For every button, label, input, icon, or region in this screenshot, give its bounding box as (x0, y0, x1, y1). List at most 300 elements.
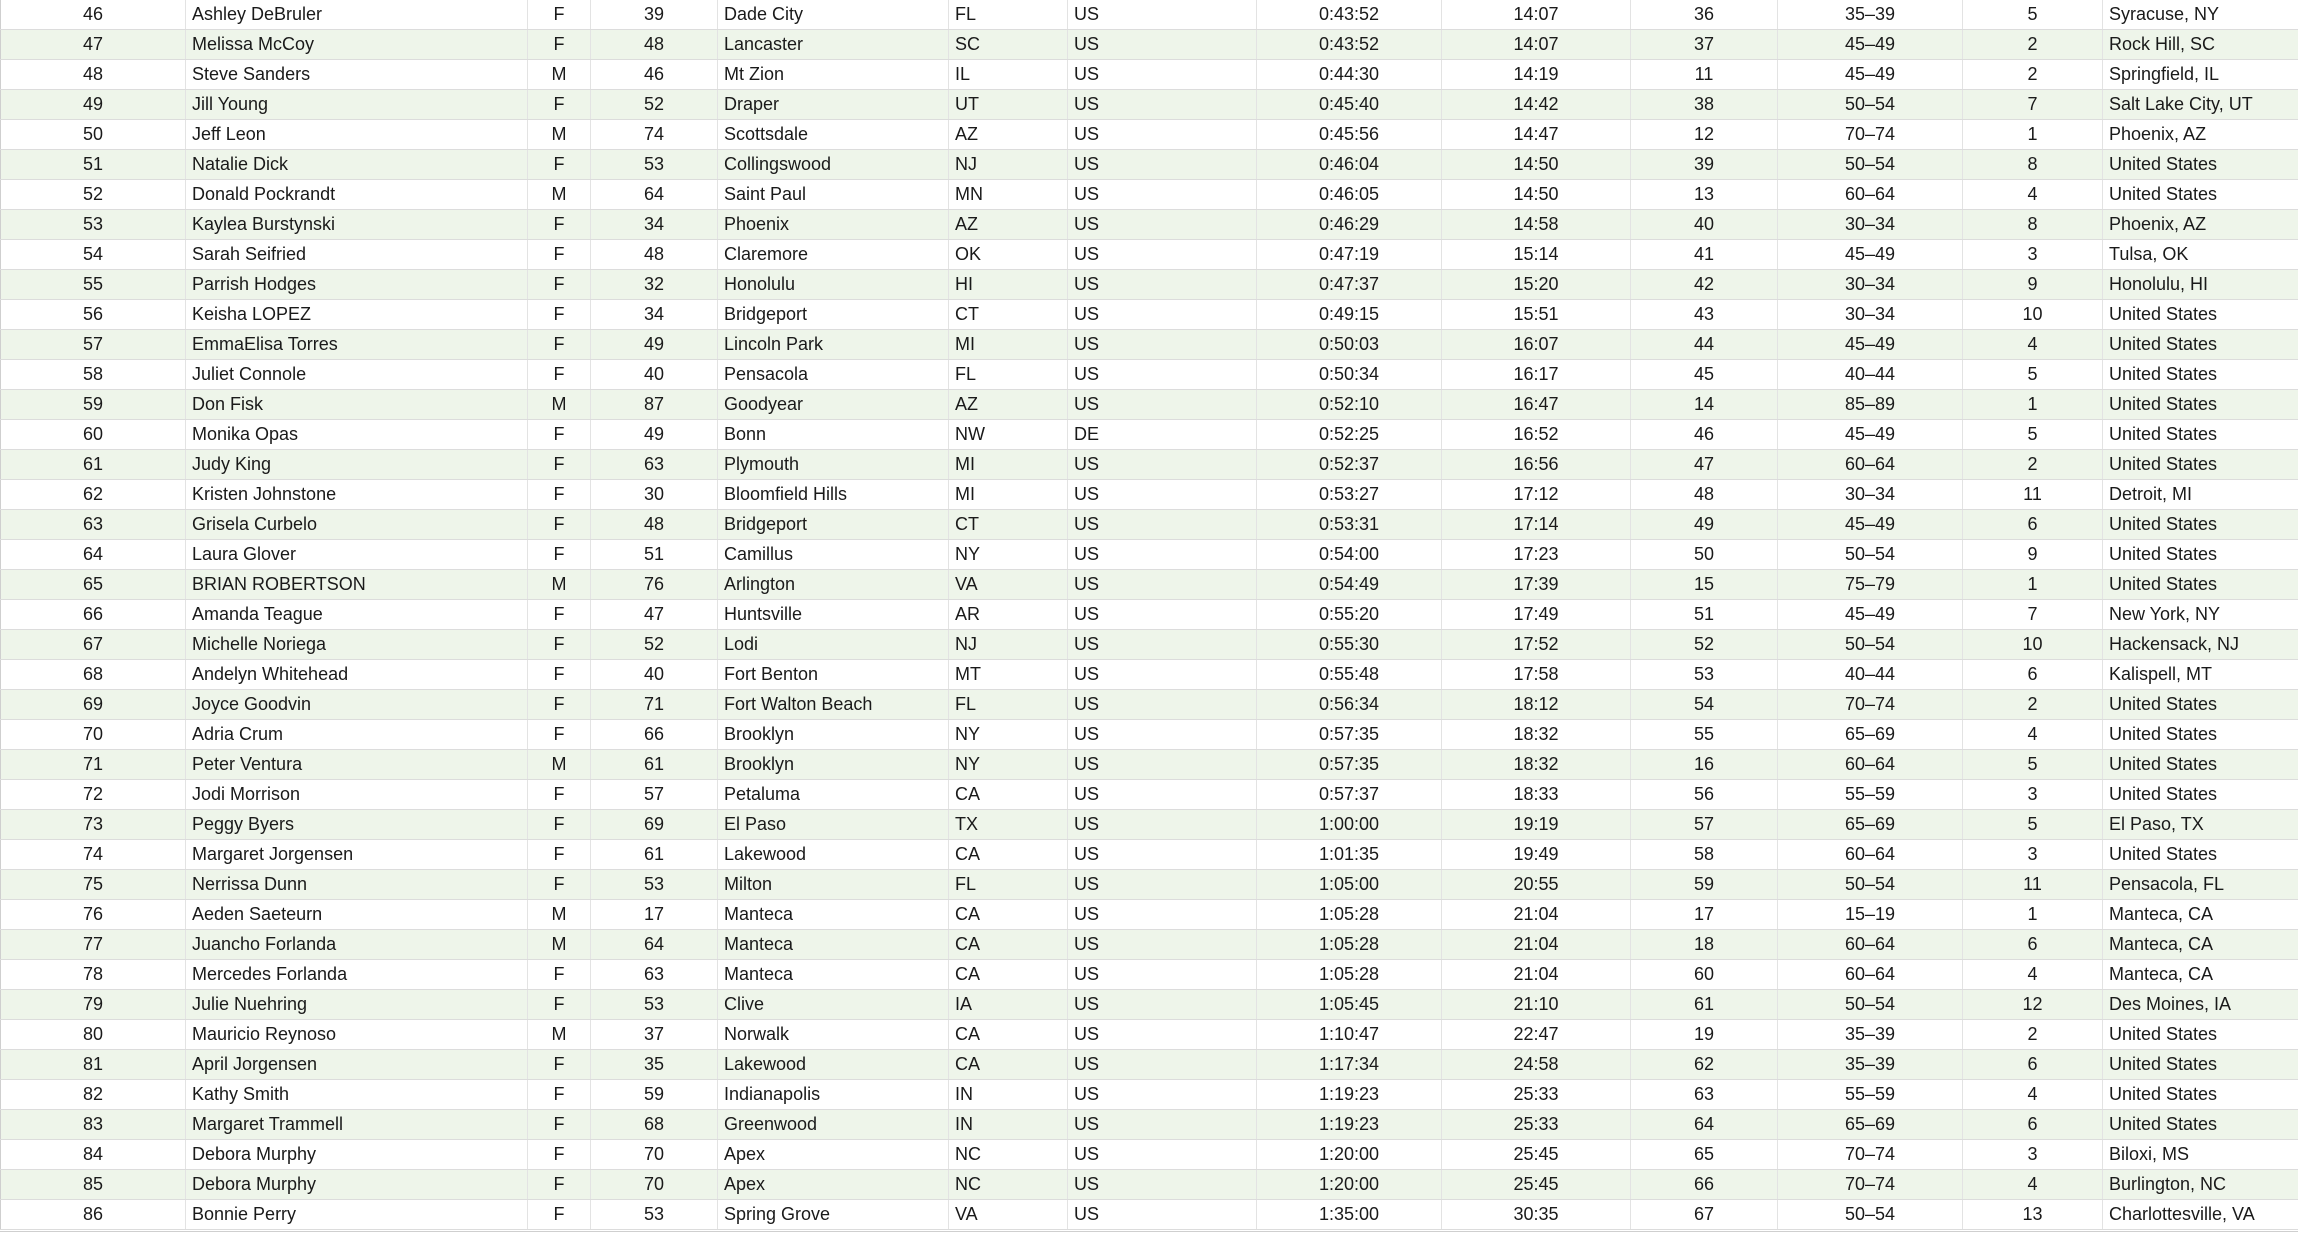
table-row[interactable] (1, 60, 2298, 90)
cell-city[interactable]: Milton (718, 870, 949, 900)
cell-hometown[interactable]: United States (2103, 1110, 2298, 1140)
cell-time[interactable]: 0:52:10 (1257, 390, 1442, 420)
cell-time[interactable]: 0:46:29 (1257, 210, 1442, 240)
cell-city[interactable]: Plymouth (718, 450, 949, 480)
cell-time[interactable]: 0:52:25 (1257, 420, 1442, 450)
cell-city[interactable]: Dade City (718, 0, 949, 30)
cell-division[interactable]: 30–34 (1778, 300, 1963, 330)
cell-state[interactable]: UT (949, 90, 1068, 120)
cell-city[interactable]: Lancaster (718, 30, 949, 60)
cell-division[interactable]: 45–49 (1778, 60, 1963, 90)
cell-pace[interactable]: 15:14 (1442, 240, 1631, 270)
cell-name[interactable]: Kaylea Burstynski (186, 210, 528, 240)
cell-hometown[interactable]: Biloxi, MS (2103, 1140, 2298, 1170)
cell-division-place[interactable]: 3 (1963, 1140, 2103, 1170)
cell-gender[interactable]: M (528, 750, 591, 780)
cell-place[interactable]: 75 (1, 870, 186, 900)
cell-age[interactable]: 49 (591, 330, 718, 360)
cell-country[interactable]: US (1068, 870, 1257, 900)
cell-gender[interactable]: F (528, 960, 591, 990)
cell-state[interactable]: MN (949, 180, 1068, 210)
cell-division[interactable]: 50–54 (1778, 540, 1963, 570)
cell-time[interactable]: 0:56:34 (1257, 690, 1442, 720)
table-row[interactable] (1, 930, 2298, 960)
cell-gender-place[interactable]: 51 (1631, 600, 1778, 630)
cell-division-place[interactable]: 6 (1963, 930, 2103, 960)
cell-gender[interactable]: M (528, 930, 591, 960)
cell-city[interactable]: Bridgeport (718, 300, 949, 330)
cell-gender-place[interactable]: 48 (1631, 480, 1778, 510)
cell-division-place[interactable]: 1 (1963, 570, 2103, 600)
cell-name[interactable]: Jill Young (186, 90, 528, 120)
cell-hometown[interactable]: United States (2103, 690, 2298, 720)
cell-division[interactable]: 45–49 (1778, 420, 1963, 450)
cell-division[interactable]: 60–64 (1778, 930, 1963, 960)
cell-country[interactable]: US (1068, 30, 1257, 60)
cell-state[interactable]: IN (949, 1080, 1068, 1110)
cell-gender[interactable]: F (528, 0, 591, 30)
cell-place[interactable]: 85 (1, 1170, 186, 1200)
cell-division[interactable]: 70–74 (1778, 690, 1963, 720)
table-row[interactable] (1, 1200, 2298, 1230)
cell-state[interactable]: FL (949, 360, 1068, 390)
cell-division[interactable]: 30–34 (1778, 270, 1963, 300)
cell-city[interactable]: Arlington (718, 570, 949, 600)
cell-division-place[interactable]: 2 (1963, 60, 2103, 90)
cell-time[interactable]: 0:57:35 (1257, 750, 1442, 780)
cell-age[interactable]: 70 (591, 1140, 718, 1170)
cell-pace[interactable]: 17:58 (1442, 660, 1631, 690)
table-row[interactable] (1, 540, 2298, 570)
table-row[interactable] (1, 90, 2298, 120)
cell-country[interactable]: US (1068, 600, 1257, 630)
cell-country[interactable]: US (1068, 750, 1257, 780)
cell-place[interactable]: 72 (1, 780, 186, 810)
cell-gender-place[interactable]: 43 (1631, 300, 1778, 330)
cell-time[interactable]: 1:35:00 (1257, 1200, 1442, 1230)
cell-country[interactable]: US (1068, 450, 1257, 480)
cell-state[interactable]: NC (949, 1140, 1068, 1170)
cell-division[interactable]: 50–54 (1778, 90, 1963, 120)
cell-time[interactable]: 1:05:28 (1257, 930, 1442, 960)
cell-city[interactable]: Bonn (718, 420, 949, 450)
cell-city[interactable]: Goodyear (718, 390, 949, 420)
cell-name[interactable]: Michelle Noriega (186, 630, 528, 660)
cell-country[interactable]: DE (1068, 420, 1257, 450)
cell-state[interactable]: CA (949, 1020, 1068, 1050)
cell-gender-place[interactable]: 19 (1631, 1020, 1778, 1050)
cell-pace[interactable]: 18:33 (1442, 780, 1631, 810)
table-row[interactable] (1, 600, 2298, 630)
cell-age[interactable]: 70 (591, 1170, 718, 1200)
cell-hometown[interactable]: United States (2103, 720, 2298, 750)
cell-name[interactable]: Peggy Byers (186, 810, 528, 840)
cell-hometown[interactable]: Tulsa, OK (2103, 240, 2298, 270)
cell-state[interactable]: VA (949, 1200, 1068, 1230)
cell-division[interactable]: 50–54 (1778, 990, 1963, 1020)
cell-city[interactable]: Brooklyn (718, 720, 949, 750)
cell-division-place[interactable]: 11 (1963, 870, 2103, 900)
cell-division-place[interactable]: 3 (1963, 840, 2103, 870)
cell-age[interactable]: 61 (591, 750, 718, 780)
cell-pace[interactable]: 14:58 (1442, 210, 1631, 240)
cell-division[interactable]: 55–59 (1778, 780, 1963, 810)
cell-division[interactable]: 85–89 (1778, 390, 1963, 420)
cell-country[interactable]: US (1068, 270, 1257, 300)
cell-state[interactable]: AZ (949, 210, 1068, 240)
cell-gender[interactable]: F (528, 540, 591, 570)
cell-time[interactable]: 1:01:35 (1257, 840, 1442, 870)
cell-pace[interactable]: 18:32 (1442, 750, 1631, 780)
cell-age[interactable]: 69 (591, 810, 718, 840)
cell-place[interactable]: 52 (1, 180, 186, 210)
cell-place[interactable]: 51 (1, 150, 186, 180)
table-row[interactable] (1, 270, 2298, 300)
cell-place[interactable]: 71 (1, 750, 186, 780)
cell-age[interactable]: 76 (591, 570, 718, 600)
cell-hometown[interactable]: United States (2103, 780, 2298, 810)
cell-name[interactable]: Mercedes Forlanda (186, 960, 528, 990)
cell-division[interactable]: 65–69 (1778, 720, 1963, 750)
cell-country[interactable]: US (1068, 60, 1257, 90)
cell-division[interactable]: 60–64 (1778, 750, 1963, 780)
cell-gender[interactable]: F (528, 360, 591, 390)
cell-division[interactable]: 65–69 (1778, 1110, 1963, 1140)
cell-gender[interactable]: F (528, 1170, 591, 1200)
cell-pace[interactable]: 18:32 (1442, 720, 1631, 750)
cell-division[interactable]: 75–79 (1778, 570, 1963, 600)
cell-state[interactable]: AZ (949, 390, 1068, 420)
cell-gender[interactable]: F (528, 600, 591, 630)
cell-place[interactable]: 61 (1, 450, 186, 480)
cell-city[interactable]: Spring Grove (718, 1200, 949, 1230)
cell-hometown[interactable]: Charlottesville, VA (2103, 1200, 2298, 1230)
cell-name[interactable]: Parrish Hodges (186, 270, 528, 300)
cell-division[interactable]: 70–74 (1778, 1170, 1963, 1200)
cell-gender-place[interactable]: 39 (1631, 150, 1778, 180)
cell-name[interactable]: Grisela Curbelo (186, 510, 528, 540)
cell-country[interactable]: US (1068, 780, 1257, 810)
cell-hometown[interactable]: Pensacola, FL (2103, 870, 2298, 900)
cell-division-place[interactable]: 6 (1963, 660, 2103, 690)
cell-gender[interactable]: F (528, 1140, 591, 1170)
cell-state[interactable]: NJ (949, 630, 1068, 660)
cell-gender[interactable]: M (528, 180, 591, 210)
cell-gender-place[interactable]: 36 (1631, 0, 1778, 30)
cell-pace[interactable]: 25:33 (1442, 1110, 1631, 1140)
cell-age[interactable]: 32 (591, 270, 718, 300)
cell-city[interactable]: Clive (718, 990, 949, 1020)
cell-hometown[interactable]: United States (2103, 420, 2298, 450)
cell-hometown[interactable]: Phoenix, AZ (2103, 120, 2298, 150)
cell-hometown[interactable]: New York, NY (2103, 600, 2298, 630)
cell-name[interactable]: Adria Crum (186, 720, 528, 750)
cell-gender-place[interactable]: 53 (1631, 660, 1778, 690)
cell-gender-place[interactable]: 67 (1631, 1200, 1778, 1230)
cell-name[interactable]: Sarah Seifried (186, 240, 528, 270)
cell-name[interactable]: Peter Ventura (186, 750, 528, 780)
cell-pace[interactable]: 25:33 (1442, 1080, 1631, 1110)
cell-division-place[interactable]: 9 (1963, 270, 2103, 300)
cell-time[interactable]: 0:54:00 (1257, 540, 1442, 570)
table-row[interactable] (1, 690, 2298, 720)
cell-gender-place[interactable]: 44 (1631, 330, 1778, 360)
cell-pace[interactable]: 20:55 (1442, 870, 1631, 900)
cell-country[interactable]: US (1068, 660, 1257, 690)
cell-hometown[interactable]: United States (2103, 450, 2298, 480)
cell-state[interactable]: NY (949, 750, 1068, 780)
cell-gender-place[interactable]: 16 (1631, 750, 1778, 780)
cell-city[interactable]: Claremore (718, 240, 949, 270)
cell-city[interactable]: Bloomfield Hills (718, 480, 949, 510)
cell-city[interactable]: Scottsdale (718, 120, 949, 150)
cell-hometown[interactable]: Phoenix, AZ (2103, 210, 2298, 240)
cell-name[interactable]: Julie Nuehring (186, 990, 528, 1020)
cell-country[interactable]: US (1068, 240, 1257, 270)
table-row[interactable] (1, 660, 2298, 690)
cell-division[interactable]: 55–59 (1778, 1080, 1963, 1110)
cell-pace[interactable]: 25:45 (1442, 1170, 1631, 1200)
cell-pace[interactable]: 21:10 (1442, 990, 1631, 1020)
cell-city[interactable]: Fort Walton Beach (718, 690, 949, 720)
cell-city[interactable]: Lodi (718, 630, 949, 660)
cell-age[interactable]: 71 (591, 690, 718, 720)
cell-state[interactable]: NY (949, 720, 1068, 750)
cell-gender-place[interactable]: 54 (1631, 690, 1778, 720)
cell-division-place[interactable]: 2 (1963, 1020, 2103, 1050)
table-row[interactable] (1, 1020, 2298, 1050)
cell-state[interactable]: FL (949, 0, 1068, 30)
cell-hometown[interactable]: Springfield, IL (2103, 60, 2298, 90)
cell-division-place[interactable]: 4 (1963, 180, 2103, 210)
cell-state[interactable]: CA (949, 960, 1068, 990)
cell-country[interactable]: US (1068, 960, 1257, 990)
cell-country[interactable]: US (1068, 840, 1257, 870)
cell-division-place[interactable]: 9 (1963, 540, 2103, 570)
table-row[interactable] (1, 840, 2298, 870)
table-row[interactable] (1, 900, 2298, 930)
cell-country[interactable]: US (1068, 570, 1257, 600)
cell-city[interactable]: Manteca (718, 960, 949, 990)
cell-gender[interactable]: F (528, 660, 591, 690)
cell-gender-place[interactable]: 17 (1631, 900, 1778, 930)
cell-hometown[interactable]: United States (2103, 180, 2298, 210)
cell-country[interactable]: US (1068, 540, 1257, 570)
cell-hometown[interactable]: Manteca, CA (2103, 930, 2298, 960)
cell-country[interactable]: US (1068, 0, 1257, 30)
cell-name[interactable]: Jeff Leon (186, 120, 528, 150)
cell-country[interactable]: US (1068, 390, 1257, 420)
cell-age[interactable]: 59 (591, 1080, 718, 1110)
cell-age[interactable]: 64 (591, 930, 718, 960)
cell-time[interactable]: 1:05:45 (1257, 990, 1442, 1020)
cell-name[interactable]: Ashley DeBruler (186, 0, 528, 30)
cell-division[interactable]: 60–64 (1778, 960, 1963, 990)
cell-division[interactable]: 65–69 (1778, 810, 1963, 840)
cell-time[interactable]: 0:55:30 (1257, 630, 1442, 660)
cell-name[interactable]: Aeden Saeteurn (186, 900, 528, 930)
cell-division[interactable]: 45–49 (1778, 330, 1963, 360)
cell-state[interactable]: NJ (949, 150, 1068, 180)
cell-age[interactable]: 40 (591, 660, 718, 690)
cell-country[interactable]: US (1068, 810, 1257, 840)
cell-age[interactable]: 64 (591, 180, 718, 210)
cell-pace[interactable]: 16:17 (1442, 360, 1631, 390)
cell-country[interactable]: US (1068, 1080, 1257, 1110)
cell-age[interactable]: 68 (591, 1110, 718, 1140)
cell-age[interactable]: 34 (591, 210, 718, 240)
cell-division-place[interactable]: 4 (1963, 960, 2103, 990)
cell-state[interactable]: MT (949, 660, 1068, 690)
cell-city[interactable]: Lincoln Park (718, 330, 949, 360)
cell-division[interactable]: 40–44 (1778, 360, 1963, 390)
cell-pace[interactable]: 15:51 (1442, 300, 1631, 330)
cell-hometown[interactable]: Kalispell, MT (2103, 660, 2298, 690)
cell-pace[interactable]: 17:14 (1442, 510, 1631, 540)
cell-hometown[interactable]: United States (2103, 1020, 2298, 1050)
cell-gender[interactable]: F (528, 810, 591, 840)
cell-gender-place[interactable]: 37 (1631, 30, 1778, 60)
table-row[interactable] (1, 360, 2298, 390)
cell-division-place[interactable]: 7 (1963, 600, 2103, 630)
cell-time[interactable]: 0:57:35 (1257, 720, 1442, 750)
cell-country[interactable]: US (1068, 630, 1257, 660)
cell-division-place[interactable]: 6 (1963, 1050, 2103, 1080)
cell-place[interactable]: 64 (1, 540, 186, 570)
cell-pace[interactable]: 17:52 (1442, 630, 1631, 660)
cell-time[interactable]: 1:10:47 (1257, 1020, 1442, 1050)
cell-gender[interactable]: F (528, 630, 591, 660)
cell-gender-place[interactable]: 65 (1631, 1140, 1778, 1170)
table-row[interactable] (1, 1170, 2298, 1200)
cell-hometown[interactable]: Manteca, CA (2103, 960, 2298, 990)
cell-state[interactable]: CA (949, 840, 1068, 870)
cell-place[interactable]: 84 (1, 1140, 186, 1170)
cell-pace[interactable]: 15:20 (1442, 270, 1631, 300)
cell-place[interactable]: 62 (1, 480, 186, 510)
cell-place[interactable]: 56 (1, 300, 186, 330)
cell-name[interactable]: Kristen Johnstone (186, 480, 528, 510)
cell-division-place[interactable]: 10 (1963, 630, 2103, 660)
cell-gender[interactable]: F (528, 450, 591, 480)
cell-hometown[interactable]: United States (2103, 540, 2298, 570)
cell-city[interactable]: Huntsville (718, 600, 949, 630)
cell-division-place[interactable]: 3 (1963, 240, 2103, 270)
cell-hometown[interactable]: United States (2103, 150, 2298, 180)
cell-age[interactable]: 37 (591, 1020, 718, 1050)
cell-division[interactable]: 40–44 (1778, 660, 1963, 690)
cell-pace[interactable]: 21:04 (1442, 960, 1631, 990)
cell-city[interactable]: Lakewood (718, 840, 949, 870)
cell-division[interactable]: 70–74 (1778, 1140, 1963, 1170)
cell-age[interactable]: 17 (591, 900, 718, 930)
cell-gender-place[interactable]: 63 (1631, 1080, 1778, 1110)
cell-city[interactable]: Fort Benton (718, 660, 949, 690)
cell-place[interactable]: 58 (1, 360, 186, 390)
cell-country[interactable]: US (1068, 330, 1257, 360)
cell-country[interactable]: US (1068, 900, 1257, 930)
cell-pace[interactable]: 22:47 (1442, 1020, 1631, 1050)
cell-gender[interactable]: F (528, 420, 591, 450)
cell-city[interactable]: Apex (718, 1170, 949, 1200)
cell-city[interactable]: Brooklyn (718, 750, 949, 780)
cell-state[interactable]: CT (949, 510, 1068, 540)
cell-gender[interactable]: M (528, 570, 591, 600)
cell-place[interactable]: 68 (1, 660, 186, 690)
cell-time[interactable]: 0:50:03 (1257, 330, 1442, 360)
cell-division-place[interactable]: 6 (1963, 510, 2103, 540)
table-row[interactable] (1, 420, 2298, 450)
cell-state[interactable]: FL (949, 870, 1068, 900)
cell-country[interactable]: US (1068, 210, 1257, 240)
cell-place[interactable]: 60 (1, 420, 186, 450)
cell-age[interactable]: 34 (591, 300, 718, 330)
cell-division-place[interactable]: 11 (1963, 480, 2103, 510)
cell-hometown[interactable]: Des Moines, IA (2103, 990, 2298, 1020)
cell-gender[interactable]: F (528, 990, 591, 1020)
cell-name[interactable]: Kathy Smith (186, 1080, 528, 1110)
cell-name[interactable]: Mauricio Reynoso (186, 1020, 528, 1050)
cell-age[interactable]: 63 (591, 450, 718, 480)
cell-gender[interactable]: M (528, 900, 591, 930)
cell-place[interactable]: 54 (1, 240, 186, 270)
table-row[interactable] (1, 810, 2298, 840)
cell-place[interactable]: 48 (1, 60, 186, 90)
cell-place[interactable]: 50 (1, 120, 186, 150)
cell-age[interactable]: 35 (591, 1050, 718, 1080)
cell-time[interactable]: 0:47:37 (1257, 270, 1442, 300)
cell-division-place[interactable]: 10 (1963, 300, 2103, 330)
cell-state[interactable]: HI (949, 270, 1068, 300)
cell-gender-place[interactable]: 64 (1631, 1110, 1778, 1140)
cell-pace[interactable]: 21:04 (1442, 930, 1631, 960)
cell-division-place[interactable]: 2 (1963, 450, 2103, 480)
cell-division[interactable]: 35–39 (1778, 0, 1963, 30)
table-row[interactable] (1, 450, 2298, 480)
cell-division-place[interactable]: 8 (1963, 210, 2103, 240)
cell-city[interactable]: Norwalk (718, 1020, 949, 1050)
cell-name[interactable]: Monika Opas (186, 420, 528, 450)
cell-time[interactable]: 0:47:19 (1257, 240, 1442, 270)
cell-state[interactable]: IA (949, 990, 1068, 1020)
cell-country[interactable]: US (1068, 930, 1257, 960)
cell-country[interactable]: US (1068, 1140, 1257, 1170)
cell-time[interactable]: 1:20:00 (1257, 1140, 1442, 1170)
cell-gender-place[interactable]: 58 (1631, 840, 1778, 870)
table-row[interactable] (1, 570, 2298, 600)
cell-division[interactable]: 60–64 (1778, 840, 1963, 870)
cell-pace[interactable]: 19:49 (1442, 840, 1631, 870)
cell-division[interactable]: 50–54 (1778, 150, 1963, 180)
cell-gender-place[interactable]: 11 (1631, 60, 1778, 90)
cell-time[interactable]: 0:55:48 (1257, 660, 1442, 690)
cell-place[interactable]: 83 (1, 1110, 186, 1140)
cell-place[interactable]: 47 (1, 30, 186, 60)
cell-name[interactable]: Margaret Trammell (186, 1110, 528, 1140)
cell-time[interactable]: 0:44:30 (1257, 60, 1442, 90)
cell-division-place[interactable]: 13 (1963, 1200, 2103, 1230)
cell-place[interactable]: 80 (1, 1020, 186, 1050)
cell-name[interactable]: EmmaElisa Torres (186, 330, 528, 360)
cell-name[interactable]: Jodi Morrison (186, 780, 528, 810)
cell-gender[interactable]: F (528, 90, 591, 120)
cell-division[interactable]: 45–49 (1778, 600, 1963, 630)
cell-state[interactable]: CA (949, 930, 1068, 960)
cell-gender-place[interactable]: 18 (1631, 930, 1778, 960)
cell-pace[interactable]: 17:49 (1442, 600, 1631, 630)
cell-state[interactable]: OK (949, 240, 1068, 270)
cell-time[interactable]: 0:54:49 (1257, 570, 1442, 600)
